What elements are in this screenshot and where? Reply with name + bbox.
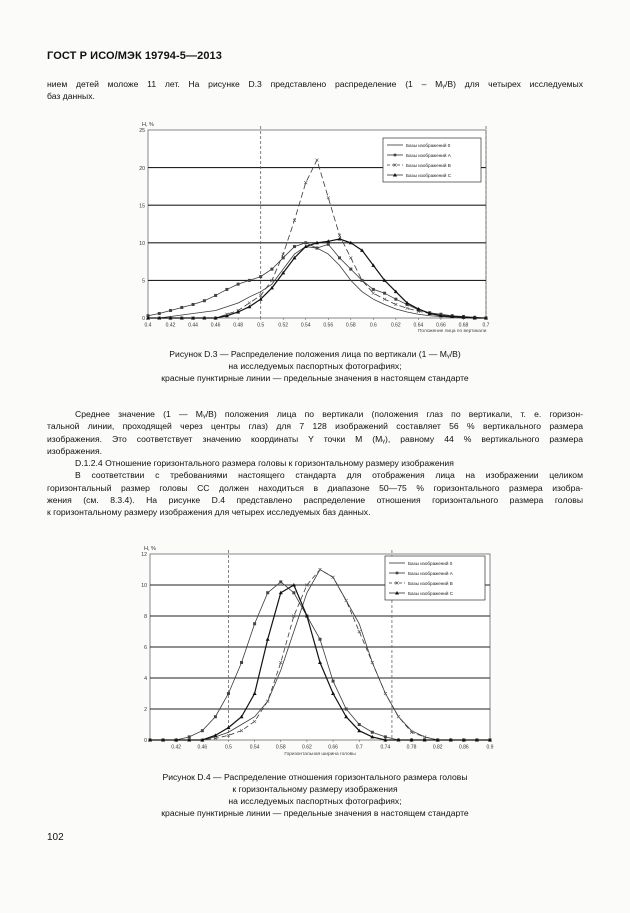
data-point	[266, 591, 269, 594]
data-point	[345, 708, 348, 711]
x-tick-label: 0.82	[432, 744, 443, 751]
x-tick-label: 0.86	[458, 744, 469, 751]
data-point	[180, 306, 183, 309]
body-line: изображения. Это соответствует значению координаты Y точки M (Mᵧ), равному 44 % вертикального размера	[47, 433, 583, 444]
x-tick-label: 0.66	[328, 744, 338, 751]
legend-label: Базы изображений B	[408, 580, 453, 586]
y-tick-label: 5	[142, 278, 145, 285]
data-point	[319, 638, 322, 641]
x-tick-label: 0.46	[210, 322, 221, 329]
data-point	[293, 245, 296, 248]
y-tick-label: 10	[141, 583, 147, 590]
data-point	[292, 591, 295, 594]
data-point	[304, 241, 307, 244]
y-tick-label: 25	[139, 128, 145, 135]
data-point	[201, 729, 204, 732]
x-tick-label: 0.4	[144, 322, 152, 329]
x-tick-label: 0.68	[458, 322, 469, 329]
data-point	[394, 298, 397, 301]
caption-line: к горизонтальному размеру изображения	[232, 784, 398, 794]
body-line: к горизонтальному размеру изображения для четырех исследуемых баз данных.	[47, 507, 371, 518]
figure-d4-chart	[118, 542, 498, 764]
caption-line: Рисунок D.4 — Распределение отношения горизонтального размера головы	[162, 772, 468, 782]
y-tick-label: 0	[144, 738, 147, 745]
data-point	[240, 661, 243, 664]
body-line: Среднее значение (1 — Mᵧ/B) положения лица по вертикали (положения глаз по вертикали, т. е. горизон-	[75, 409, 583, 419]
legend-label: Базы изображений 0	[408, 560, 453, 566]
data-point	[383, 292, 386, 295]
data-point	[332, 680, 335, 683]
data-point	[253, 622, 256, 625]
x-tick-label: 0.64	[413, 322, 424, 329]
body-line: тальной линии, проходящей через центры глаз) для 7 128 изображений составляет 56 % вертикального размера	[47, 421, 583, 432]
data-point	[248, 279, 251, 282]
x-tick-label: 0.7	[482, 322, 490, 329]
caption-line: красные пунктирные линии — предельные значения в настоящем стандарте	[161, 808, 469, 818]
data-point	[338, 256, 341, 259]
data-point	[358, 723, 361, 726]
x-tick-label: 0.44	[188, 322, 198, 329]
data-point	[214, 715, 217, 718]
legend-label: Базы изображений C	[406, 172, 452, 178]
body-line: изображения.	[47, 445, 103, 456]
data-point	[158, 312, 161, 315]
x-tick-label: 0.66	[436, 322, 446, 329]
data-point	[188, 735, 191, 738]
x-tick-label: 0.62	[302, 744, 312, 751]
document-header: ГОСТ Р ИСО/МЭК 19794-5—2013	[47, 50, 222, 62]
data-point	[237, 283, 240, 286]
legend-marker	[394, 154, 397, 157]
x-tick-label: 0.5	[224, 744, 232, 751]
data-point	[227, 692, 230, 695]
data-point	[214, 294, 217, 297]
legend-marker	[396, 572, 399, 575]
data-point	[349, 268, 352, 271]
data-point	[372, 288, 375, 291]
section-heading: D.1.2.4 Отношение горизонтального размера головы к горизонтальному размеру изображения	[75, 458, 454, 469]
y-tick-label: 20	[139, 165, 145, 172]
data-point	[203, 299, 206, 302]
x-tick-label: 0.7	[355, 744, 363, 751]
body-line: жения (см. 8.3.4). На рисунке D.4 представлено распределение отношения горизонтального размера головы	[47, 495, 583, 506]
data-point	[279, 580, 282, 583]
data-point	[384, 735, 387, 738]
y-tick-label: 4	[144, 676, 147, 683]
legend-label: Базы изображений B	[406, 162, 451, 168]
body-line: горизонтальный размер головы CC должен находиться в диапазоне 50—75 % горизонтального размера изобра-	[47, 482, 583, 493]
x-axis-label: Положение лица по вертикали	[417, 329, 487, 334]
y-axis-label: H, %	[142, 122, 154, 128]
legend-label: Базы изображений 0	[406, 142, 451, 148]
y-axis-label: H, %	[144, 546, 156, 552]
figure-d3-chart	[118, 118, 498, 340]
y-tick-label: 6	[144, 645, 147, 652]
x-tick-label: 0.5	[257, 322, 265, 329]
y-tick-label: 2	[144, 707, 147, 714]
figure-d4-caption	[47, 771, 583, 819]
x-tick-label: 0.6	[369, 322, 377, 329]
caption-line: красные пунктирные линии — предельные значения в настоящем стандарте	[161, 373, 469, 383]
x-tick-label: 0.56	[323, 322, 334, 329]
data-point	[270, 268, 273, 271]
data-point	[316, 247, 319, 250]
x-tick-label: 0.58	[345, 322, 356, 329]
x-tick-label: 0.46	[197, 744, 208, 751]
data-point	[259, 275, 262, 278]
data-point	[192, 303, 195, 306]
x-tick-label: 0.74	[380, 744, 391, 751]
caption-line: на исследуемых паспортных фотографиях;	[228, 796, 402, 806]
caption-line: на исследуемых паспортных фотографиях;	[228, 361, 402, 371]
body-line: В соответствии с требованиями настоящего стандарта для отображения лица на изображении целиком	[75, 470, 583, 481]
x-tick-label: 0.52	[278, 322, 289, 329]
x-tick-label: 0.58	[275, 744, 286, 751]
caption-line: Рисунок D.3 — Распределение положения лица по вертикали (1 — Mᵧ/B)	[169, 349, 461, 359]
x-tick-label: 0.54	[249, 744, 260, 751]
legend-label: Базы изображений A	[406, 152, 451, 158]
x-tick-label: 0.62	[390, 322, 401, 329]
y-tick-label: 10	[139, 241, 145, 247]
x-tick-label: 0.48	[233, 322, 244, 329]
figure-d3-caption	[47, 348, 583, 384]
intro-paragraph	[47, 78, 583, 103]
page-number: 102	[47, 832, 64, 843]
y-tick-label: 15	[139, 203, 145, 210]
body-paragraph	[47, 408, 583, 519]
y-tick-label: 8	[144, 614, 147, 621]
data-point	[371, 731, 374, 734]
x-tick-label: 0.9	[486, 744, 494, 751]
data-point	[327, 243, 330, 246]
intro-line: нием детей моложе 11 лет. На рисунке D.3 представлено распределение (1 – Mᵧ/B) для четырех исследуемых	[47, 79, 583, 89]
x-tick-label: 0.54	[300, 322, 311, 329]
x-tick-label: 0.42	[171, 744, 182, 751]
x-tick-label: 0.78	[406, 744, 417, 751]
x-axis-label: Горизонтальная ширина головы	[284, 752, 356, 757]
intro-line: баз данных.	[47, 91, 95, 102]
legend-label: Базы изображений A	[408, 570, 453, 576]
data-point	[225, 288, 228, 291]
data-point	[169, 309, 172, 312]
legend-label: Базы изображений C	[408, 590, 454, 596]
x-tick-label: 0.42	[165, 322, 176, 329]
y-tick-label: 12	[141, 552, 147, 559]
y-tick-label: 0	[142, 316, 145, 323]
